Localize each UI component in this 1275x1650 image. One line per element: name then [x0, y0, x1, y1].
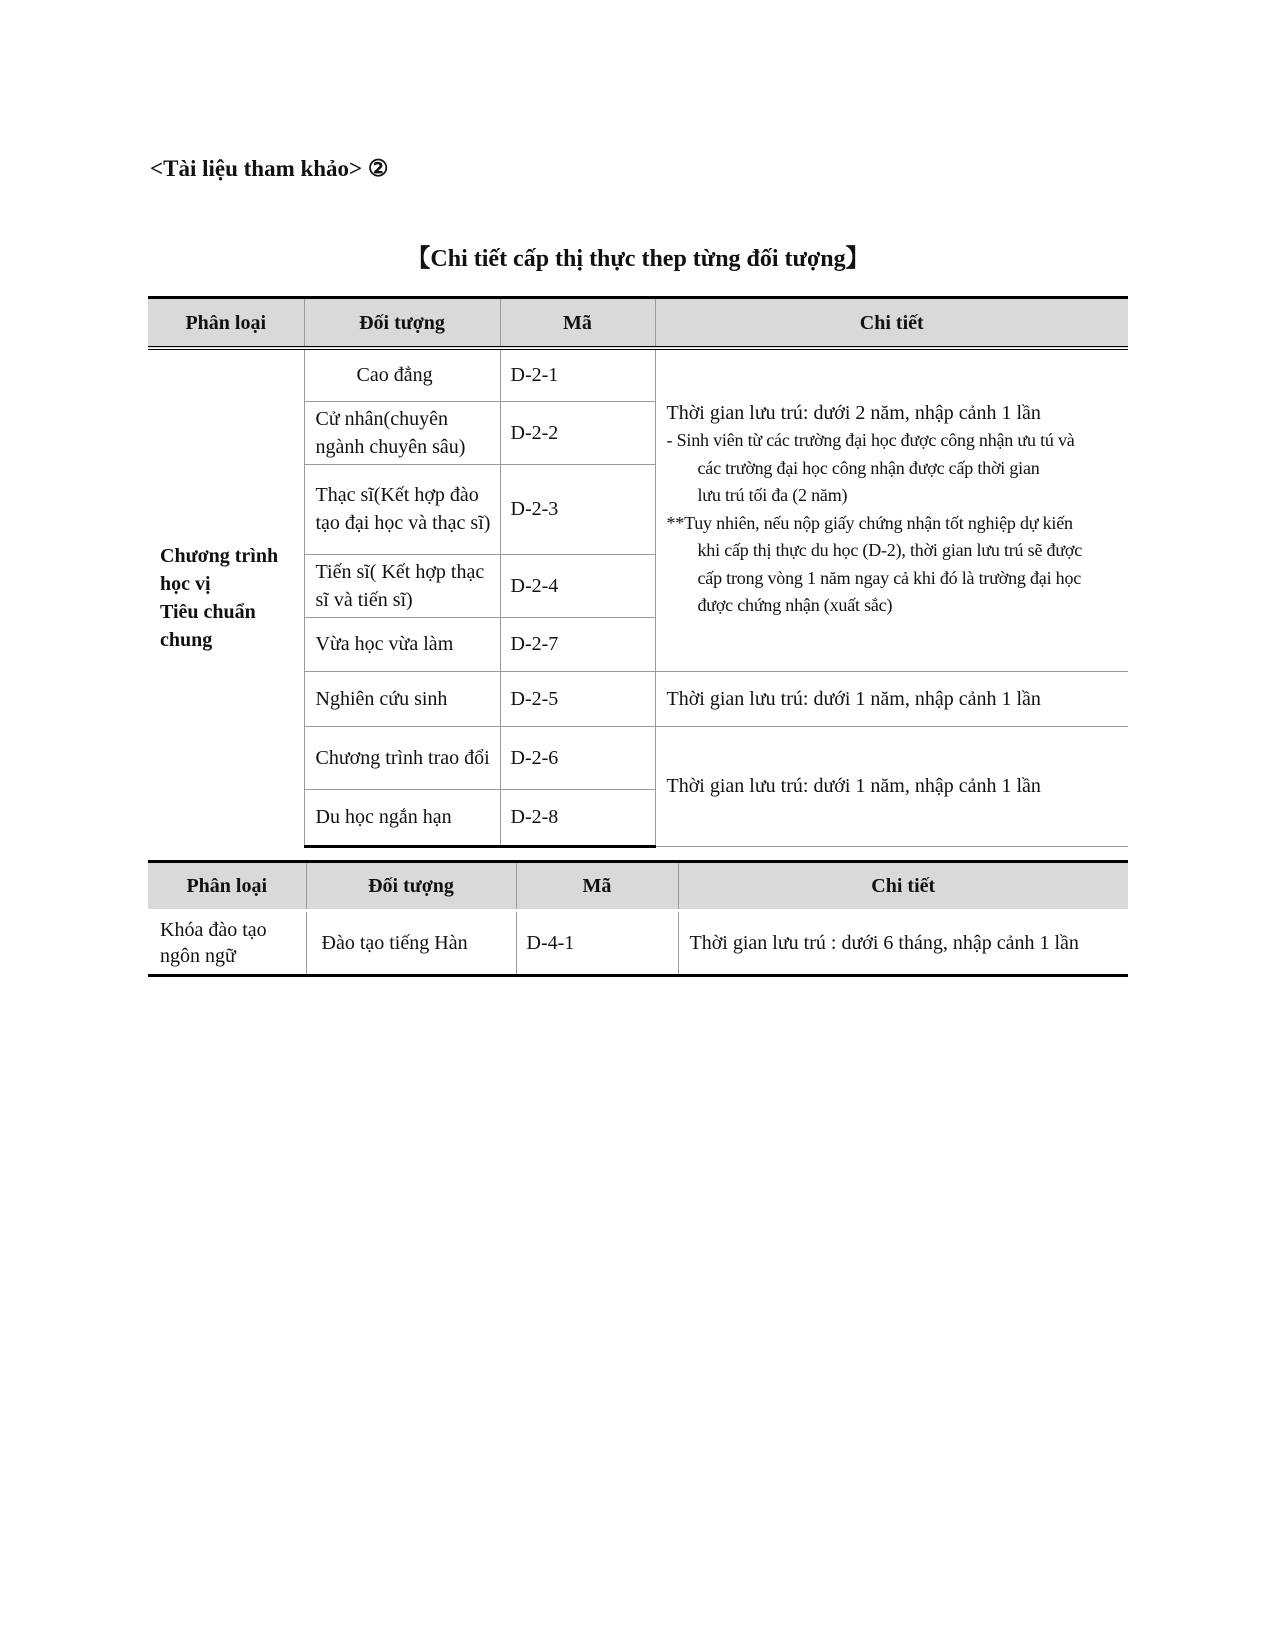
visa-table-d2: [148, 296, 1128, 848]
object-cell: Nghiên cứu sinh: [304, 671, 500, 726]
category-cell: [148, 348, 304, 846]
detail-cell-d41: Thời gian lưu trú : dưới 6 tháng, nhập cảnh 1 lần: [678, 911, 1128, 976]
object-cell: Tiến sĩ( Kết hợp thạc sĩ và tiến sĩ): [304, 554, 500, 617]
detail-line: - Sinh viên từ các trường đại học được công nhận ưu tú và: [666, 430, 1075, 450]
header-category: Phân loại: [148, 862, 306, 911]
detail-line: khi cấp thị thực du học (D-2), thời gian lưu trú sẽ được: [697, 540, 1083, 560]
header-object: Đối tượng: [306, 862, 516, 911]
table-row: [148, 348, 1128, 401]
code-cell: D-2-8: [500, 789, 655, 846]
code-cell: D-2-6: [500, 726, 655, 789]
table-header-row: [148, 298, 1128, 349]
code-cell: D-2-3: [500, 464, 655, 554]
category-line: học vị: [160, 573, 211, 595]
header-category: Phân loại: [148, 298, 304, 349]
object-cell: Cao đẳng: [304, 348, 500, 401]
code-cell: D-2-7: [500, 617, 655, 671]
object-cell: Chương trình trao đổi: [304, 726, 500, 789]
object-cell: Đào tạo tiếng Hàn: [306, 911, 516, 976]
table-header-row: [148, 862, 1128, 911]
detail-line: Thời gian lưu trú: dưới 2 năm, nhập cảnh 1 lần: [666, 402, 1041, 424]
category-cell: Khóa đào tạo ngôn ngữ: [148, 911, 306, 976]
header-code: Mã: [500, 298, 655, 349]
code-cell: D-2-2: [500, 401, 655, 464]
header-object: Đối tượng: [304, 298, 500, 349]
object-cell: Du học ngắn hạn: [304, 789, 500, 846]
detail-line: các trường đại học công nhận được cấp thời gian: [697, 457, 1040, 478]
object-cell: Cử nhân(chuyên ngành chuyên sâu): [304, 401, 500, 464]
category-line: Tiêu chuẩn: [160, 601, 256, 623]
category-line: chung: [160, 629, 213, 651]
detail-line: được chứng nhận (xuất sắc): [697, 595, 893, 615]
visa-table-d4: [148, 860, 1128, 977]
detail-cell-d26: Thời gian lưu trú: dưới 1 năm, nhập cảnh 1 lần: [655, 726, 1128, 846]
header-detail: Chi tiết: [678, 862, 1128, 911]
detail-line: **Tuy nhiên, nếu nộp giấy chứng nhận tốt nghiệp dự kiến: [666, 512, 1073, 533]
detail-line: cấp trong vòng 1 năm ngay cả khi đó là trường đại học: [697, 567, 1082, 588]
code-cell: D-2-1: [500, 348, 655, 401]
header-detail: Chi tiết: [655, 298, 1128, 349]
object-cell: Thạc sĩ(Kết hợp đào tạo đại học và thạc sĩ): [304, 464, 500, 554]
detail-cell-d2: [655, 348, 1128, 671]
code-cell: D-4-1: [516, 911, 678, 976]
table-row: [148, 911, 1128, 976]
code-cell: D-2-4: [500, 554, 655, 617]
detail-cell-d25: Thời gian lưu trú: dưới 1 năm, nhập cảnh 1 lần: [655, 671, 1128, 726]
header-code: Mã: [516, 862, 678, 911]
detail-line: lưu trú tối đa (2 năm): [697, 485, 848, 505]
reference-heading: <Tài liệu tham khảo> ②: [150, 156, 389, 181]
object-cell: Vừa học vừa làm: [304, 617, 500, 671]
category-line: Chương trình: [160, 545, 279, 567]
table-title: 【Chi tiết cấp thị thực thep từng đối tượng】: [406, 246, 870, 272]
code-cell: D-2-5: [500, 671, 655, 726]
